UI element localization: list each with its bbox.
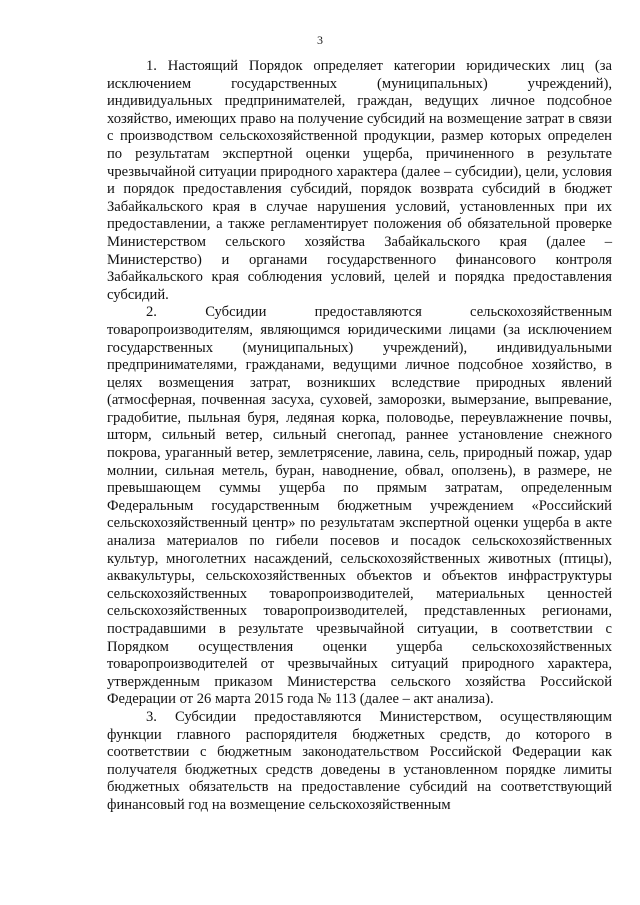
paragraph-1: 1. Настоящий Порядок определяет категории юридических лиц (за исключением государственных (муниципальных) учреждений), индивидуальных предпринимателей, граждан, ведущих личное подсобное хозяйство, имеющих право на получение субсидий на возмещение затрат в связи с производством сельскохозяйственной продукции, размер которых определен по результатам экспертной оценки ущерба, причиненного в результате чрезвычайной ситуации природного характера (далее – субсидии), цели, условия и порядок предоставления субсидий, порядок возврата субсидий в бюджет Забайкальского края в случае нарушения условий, установленных при их предоставлении, а также регламентирует положения об обязательной проверке Министерством сельского хозяйства Забайкальского края (далее – Министерство) и органами государственного финансового контроля Забайкальского края соблюдения условий, целей и порядка предоставления субсидий. [107,58,612,303]
paragraph-3: 3. Субсидии предоставляются Министерством, осуществляющим функции главного распорядителя бюджетных средств, до которого в соответствии с бюджетным законодательством Российской Федерации как получателя бюджетных средств доведены в установленном порядке лимиты бюджетных обязательств на предоставление субсидий на соответствующий финансовый год на возмещение сельскохозяйственным [107,708,612,813]
document-body [107,58,612,815]
page-number: 3 [317,33,323,47]
paragraph-2: 2. Субсидии предоставляются сельскохозяйственным товаропроизводителям, являющимся юридическими лицами (за исключением государственных (муниципальных) учреждений), индивидуальными предпринимателями, гражданами, ведущими личное подсобное хозяйство, в целях возмещения затрат, возникших вследствие природных явлений (атмосферная, почвенная засуха, суховей, заморозки, вымерзание, выпревание, градобитие, пыльная буря, ледяная корка, половодье, переувлажнение почвы, шторм, сильный ветер, сильный снегопад, раннее установление снежного покрова, ураганный ветер, землетрясение, лавина, сель, природный пожар, удар молнии, сильная метель, буран, наводнение, обвал, оползень), в размере, не превышающем суммы ущерба по прямым затратам, определенным Федеральным государственным бюджетным учреждением «Российский сельскохозяйственный центр» по результатам экспертной оценки ущерба в акте анализа материалов по гибели посевов и посадок сельскохозяйственных культур, многолетних насаждений, сельскохозяйственных животных (птицы), аквакультуры, сельскохозяйственных объектов и объектов инфраструктуры сельскохозяйственных товаропроизводителей, материальных ценностей сельскохозяйственных товаропроизводителей, представленных регионами, пострадавшими в результате чрезвычайной ситуации, в соответствии с Порядком осуществления оценки ущерба сельскохозяйственных товаропроизводителей от чрезвычайных ситуаций природного характера, утвержденным приказом Министерства сельского хозяйства Российской Федерации от 26 марта 2015 года № 113 (далее – акт анализа). [107,304,612,708]
